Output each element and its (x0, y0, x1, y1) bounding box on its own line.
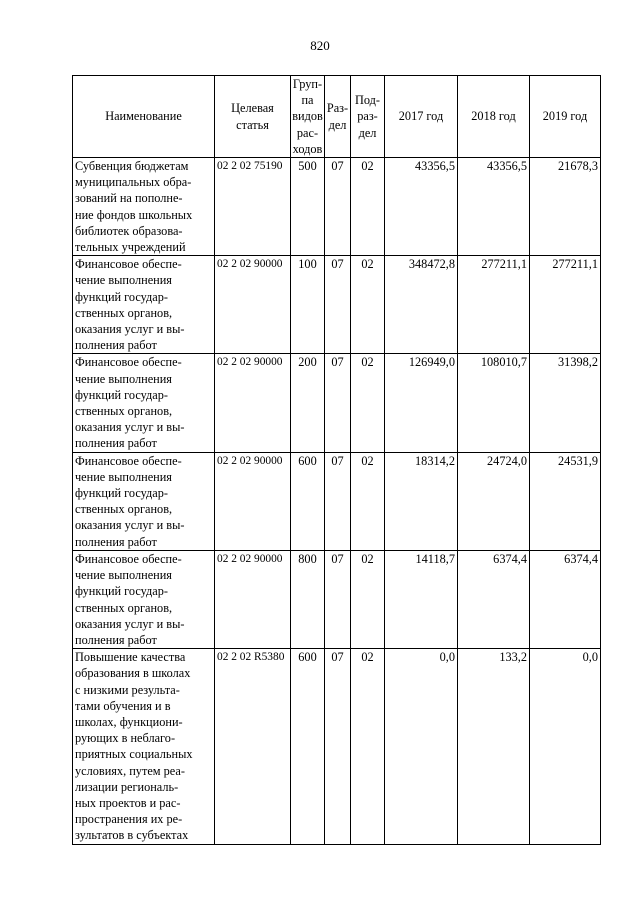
expense-group-cell: 500 (291, 158, 325, 256)
row-name-line: пространения их ре- (75, 812, 183, 827)
row-name-line: оказания услуг и вы- (75, 616, 185, 631)
article-code-cell: 02 2 02 90000 (215, 452, 291, 550)
row-name-line: Финансовое обеспе- (75, 453, 182, 468)
row-name-line: Финансовое обеспе- (75, 551, 182, 566)
row-name-line: полнения работ (75, 534, 157, 549)
table-row (73, 158, 601, 256)
col-header-article: Целевая статья (215, 76, 291, 158)
page-number: 820 (310, 38, 330, 53)
row-name-line: чение выполнения (75, 273, 172, 288)
row-name-line: оказания услуг и вы- (75, 420, 185, 435)
amount-2018-cell: 6374,4 (458, 550, 530, 648)
row-name-line: оказания услуг и вы- (75, 518, 185, 533)
table-body (73, 158, 601, 845)
row-name-line: лизации региональ- (75, 779, 179, 794)
subsection-cell: 02 (351, 550, 385, 648)
amount-2019-cell: 277211,1 (530, 256, 601, 354)
row-name-line: Финансовое обеспе- (75, 257, 182, 272)
article-code-cell: 02 2 02 75190 (215, 158, 291, 256)
row-name-line: ственных органов, (75, 502, 173, 517)
article-code-cell: 02 2 02 90000 (215, 256, 291, 354)
col-header-2019: 2019 год (530, 76, 601, 158)
row-name-line: с низкими результа- (75, 682, 180, 697)
header-row (73, 76, 601, 158)
section-cell: 07 (325, 452, 351, 550)
row-name-line: образования в школах (75, 666, 191, 681)
amount-2017-cell: 14118,7 (385, 550, 458, 648)
col-header-2018: 2018 год (458, 76, 530, 158)
table-row (73, 256, 601, 354)
row-name-line: ственных органов, (75, 404, 173, 419)
row-name-line: ственных органов, (75, 305, 173, 320)
amount-2019-cell: 24531,9 (530, 452, 601, 550)
amount-2019-cell: 21678,3 (530, 158, 601, 256)
col-header-expense-group: Груп- па видов рас- ходов (292, 77, 323, 156)
row-name-line: полнения работ (75, 632, 157, 647)
row-name-line: приятных социальных (75, 747, 193, 762)
row-name-line: тами обучения и в (75, 698, 171, 713)
row-name-cell (73, 452, 215, 550)
row-name-line: условиях, путем реа- (75, 763, 185, 778)
expense-group-cell: 800 (291, 550, 325, 648)
row-name-line: оказания услуг и вы- (75, 322, 185, 337)
section-cell: 07 (325, 158, 351, 256)
amount-2019-cell: 6374,4 (530, 550, 601, 648)
subsection-cell: 02 (351, 649, 385, 844)
row-name-line: Субвенция бюджетам (75, 159, 189, 174)
amount-2017-cell: 126949,0 (385, 354, 458, 452)
row-name-cell (73, 256, 215, 354)
expense-group-cell: 600 (291, 452, 325, 550)
col-header-name: Наименование (73, 76, 215, 158)
article-code-cell: 02 2 02 90000 (215, 354, 291, 452)
subsection-cell: 02 (351, 256, 385, 354)
expense-group-cell: 100 (291, 256, 325, 354)
row-name-line: чение выполнения (75, 469, 172, 484)
row-name-cell (73, 550, 215, 648)
row-name-line: библиотек образова- (75, 223, 183, 238)
row-name-line: зований на пополне- (75, 191, 183, 206)
col-header-subsection: Под- раз- дел (351, 76, 385, 158)
row-name-line: полнения работ (75, 338, 157, 353)
table-row (73, 550, 601, 648)
row-name-line: ственных органов, (75, 600, 173, 615)
subsection-cell: 02 (351, 452, 385, 550)
amount-2017-cell: 0,0 (385, 649, 458, 844)
budget-table (72, 75, 601, 845)
table-row (73, 354, 601, 452)
amount-2018-cell: 24724,0 (458, 452, 530, 550)
row-name-line: Повышение качества (75, 650, 186, 665)
amount-2018-cell: 43356,5 (458, 158, 530, 256)
subsection-cell: 02 (351, 354, 385, 452)
table-row (73, 649, 601, 844)
row-name-line: тельных учреждений (75, 240, 186, 255)
section-cell: 07 (325, 550, 351, 648)
expense-group-cell: 600 (291, 649, 325, 844)
subsection-cell: 02 (351, 158, 385, 256)
amount-2018-cell: 277211,1 (458, 256, 530, 354)
amount-2018-cell: 108010,7 (458, 354, 530, 452)
article-code-cell: 02 2 02 R5380 (215, 649, 291, 844)
section-cell: 07 (325, 256, 351, 354)
row-name-line: чение выполнения (75, 568, 172, 583)
row-name-line: Финансовое обеспе- (75, 355, 182, 370)
row-name-line: рующих в неблаго- (75, 731, 176, 746)
article-code-cell: 02 2 02 90000 (215, 550, 291, 648)
section-cell: 07 (325, 649, 351, 844)
amount-2017-cell: 43356,5 (385, 158, 458, 256)
row-name-line: функций государ- (75, 486, 169, 501)
row-name-line: функций государ- (75, 387, 169, 402)
row-name-line: полнения работ (75, 436, 157, 451)
amount-2019-cell: 0,0 (530, 649, 601, 844)
row-name-cell (73, 158, 215, 256)
row-name-line: чение выполнения (75, 371, 172, 386)
section-cell: 07 (325, 354, 351, 452)
amount-2017-cell: 348472,8 (385, 256, 458, 354)
row-name-line: функций государ- (75, 584, 169, 599)
row-name-line: зультатов в субъектах (75, 828, 189, 843)
row-name-line: муниципальных обра- (75, 175, 192, 190)
row-name-cell (73, 649, 215, 844)
row-name-line: ных проектов и рас- (75, 795, 181, 810)
table-row (73, 452, 601, 550)
row-name-line: школах, функциони- (75, 714, 183, 729)
col-header-2017: 2017 год (385, 76, 458, 158)
amount-2017-cell: 18314,2 (385, 452, 458, 550)
row-name-line: ние фондов школьных (75, 207, 193, 222)
row-name-line: функций государ- (75, 289, 169, 304)
amount-2018-cell: 133,2 (458, 649, 530, 844)
col-header-section: Раз- дел (325, 76, 351, 158)
row-name-cell (73, 354, 215, 452)
amount-2019-cell: 31398,2 (530, 354, 601, 452)
expense-group-cell: 200 (291, 354, 325, 452)
